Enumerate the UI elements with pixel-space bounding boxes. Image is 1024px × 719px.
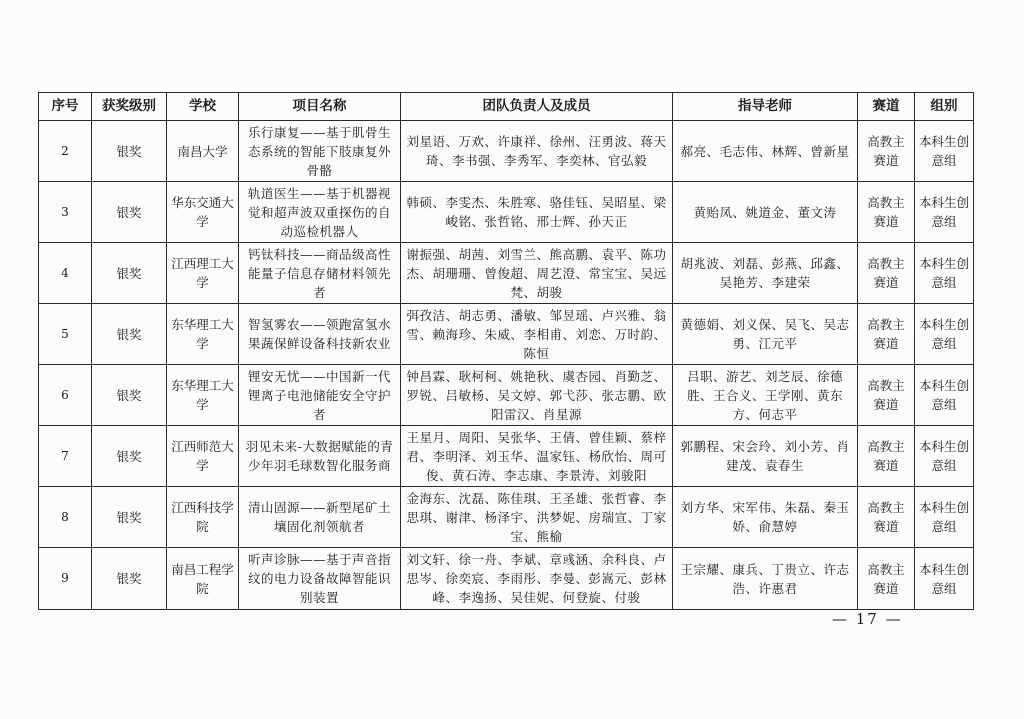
row-index: 6 [39,365,92,426]
table-row [39,487,974,548]
row-track: 高教主赛道 [858,365,915,426]
row-project-name: 钙钛科技——商品级高性能量子信息存储材料领先者 [239,243,401,304]
row-project-name: 羽见未来-大数据赋能的青少年羽毛球数智化服务商 [239,426,401,487]
row-team: 刘星语、万欢、许康祥、徐州、汪勇波、蒋天琦、李书强、李秀军、李奕林、官弘毅 [401,121,673,182]
row-index: 7 [39,426,92,487]
header-team: 团队负责人及成员 [401,93,673,121]
row-award-level: 银奖 [92,426,167,487]
row-award-level: 银奖 [92,548,167,610]
row-advisors: 刘方华、宋军伟、朱磊、秦玉娇、俞慧婷 [673,487,858,548]
row-index: 2 [39,121,92,182]
table-row [39,243,974,304]
header-award-level: 获奖级别 [92,93,167,121]
row-award-level: 银奖 [92,365,167,426]
row-team: 王星月、周阳、吴张华、王倩、曾佳颖、蔡梓君、李明泽、刘玉华、温家钰、杨欣怡、周可俊、黄石涛、李志康、李景涛、刘骏阳 [401,426,673,487]
row-track: 高教主赛道 [858,182,915,243]
table-row [39,121,974,182]
row-school: 南昌工程学院 [167,548,239,610]
row-award-level: 银奖 [92,243,167,304]
header-track: 赛道 [858,93,915,121]
row-school: 华东交通大学 [167,182,239,243]
row-team: 谢振强、胡茜、刘雪兰、熊高鹏、袁平、陈功杰、胡珊珊、曾俊超、周艺澄、常宝宝、吴远梵、胡骏 [401,243,673,304]
row-group: 本科生创意组 [915,487,974,548]
row-team: 韩硕、李雯杰、朱胜寒、骆佳钰、吴昭星、梁峻铭、张哲铭、邢士辉、孙天正 [401,182,673,243]
row-school: 江西理工大学 [167,243,239,304]
row-award-level: 银奖 [92,121,167,182]
row-group: 本科生创意组 [915,243,974,304]
row-advisors: 黄贻凤、姚道金、董文涛 [673,182,858,243]
row-track: 高教主赛道 [858,121,915,182]
row-advisors: 郝亮、毛志伟、林辉、曾新星 [673,121,858,182]
row-advisors: 王宗耀、康兵、丁贵立、许志浩、许惠君 [673,548,858,610]
row-project-name: 清山固源——新型尾矿土壤固化剂领航者 [239,487,401,548]
row-project-name: 锂安无忧——中国新一代锂离子电池储能安全守护者 [239,365,401,426]
awards-table [38,92,974,610]
table-row [39,182,974,243]
row-school: 东华理工大学 [167,365,239,426]
row-advisors: 吕职、游艺、刘芝辰、徐德胜、王合义、王学刚、黄东方、何志平 [673,365,858,426]
row-advisors: 胡兆波、刘磊、彭燕、邱鑫、吴艳芳、李建荣 [673,243,858,304]
header-group: 组别 [915,93,974,121]
row-school: 江西科技学院 [167,487,239,548]
row-school: 南昌大学 [167,121,239,182]
row-project-name: 乐行康复——基于肌骨生态系统的智能下肢康复外骨骼 [239,121,401,182]
row-track: 高教主赛道 [858,487,915,548]
header-advisors: 指导老师 [673,93,858,121]
row-index: 5 [39,304,92,365]
row-advisors: 黄德娟、刘义保、吴飞、吴志勇、江元平 [673,304,858,365]
table-row [39,548,974,610]
row-group: 本科生创意组 [915,365,974,426]
row-track: 高教主赛道 [858,548,915,610]
row-team: 刘文轩、徐一舟、李斌、章彧涵、余科良、卢思岑、徐奕宸、李雨彤、李曼、彭嵩元、彭林峰、李逸扬、吴佳妮、何登旋、付骏 [401,548,673,610]
page-number: — 17 — [832,610,903,628]
row-group: 本科生创意组 [915,426,974,487]
row-track: 高教主赛道 [858,304,915,365]
row-award-level: 银奖 [92,487,167,548]
row-team: 钟昌霖、耿柯柯、姚艳秋、虞杏园、肖勤芝、罗锐、吕敏杨、吴文婷、郭弋莎、张志鹏、欧阳雷汉、肖星源 [401,365,673,426]
row-award-level: 银奖 [92,304,167,365]
row-project-name: 智氢雾农——领跑富氢水果蔬保鲜设备科技新农业 [239,304,401,365]
row-index: 4 [39,243,92,304]
header-school: 学校 [167,93,239,121]
row-school: 东华理工大学 [167,304,239,365]
row-index: 3 [39,182,92,243]
row-project-name: 听声诊脉——基于声音指纹的电力设备故障智能识别装置 [239,548,401,610]
row-award-level: 银奖 [92,182,167,243]
row-group: 本科生创意组 [915,121,974,182]
table-row [39,365,974,426]
row-team: 金海东、沈磊、陈佳琪、王圣雄、张哲睿、李思琪、谢津、杨泽宇、洪梦妮、房瑞宣、丁家宝、熊榆 [401,487,673,548]
table-row [39,304,974,365]
row-group: 本科生创意组 [915,304,974,365]
row-index: 8 [39,487,92,548]
header-index: 序号 [39,93,92,121]
table-row [39,426,974,487]
row-group: 本科生创意组 [915,182,974,243]
row-track: 高教主赛道 [858,243,915,304]
header-project-name: 项目名称 [239,93,401,121]
row-school: 江西师范大学 [167,426,239,487]
row-advisors: 郭鹏程、宋会玲、刘小芳、肖建茂、袁春生 [673,426,858,487]
row-team: 弭孜洁、胡志勇、潘敏、邹昱瑶、卢兴雅、翁雪、赖海珍、朱威、李相甫、刘恋、万时韵、陈恒 [401,304,673,365]
table-header-row [39,93,974,121]
row-index: 9 [39,548,92,610]
row-group: 本科生创意组 [915,548,974,610]
row-project-name: 轨道医生——基于机器视觉和超声波双重探伤的自动巡检机器人 [239,182,401,243]
row-track: 高教主赛道 [858,426,915,487]
